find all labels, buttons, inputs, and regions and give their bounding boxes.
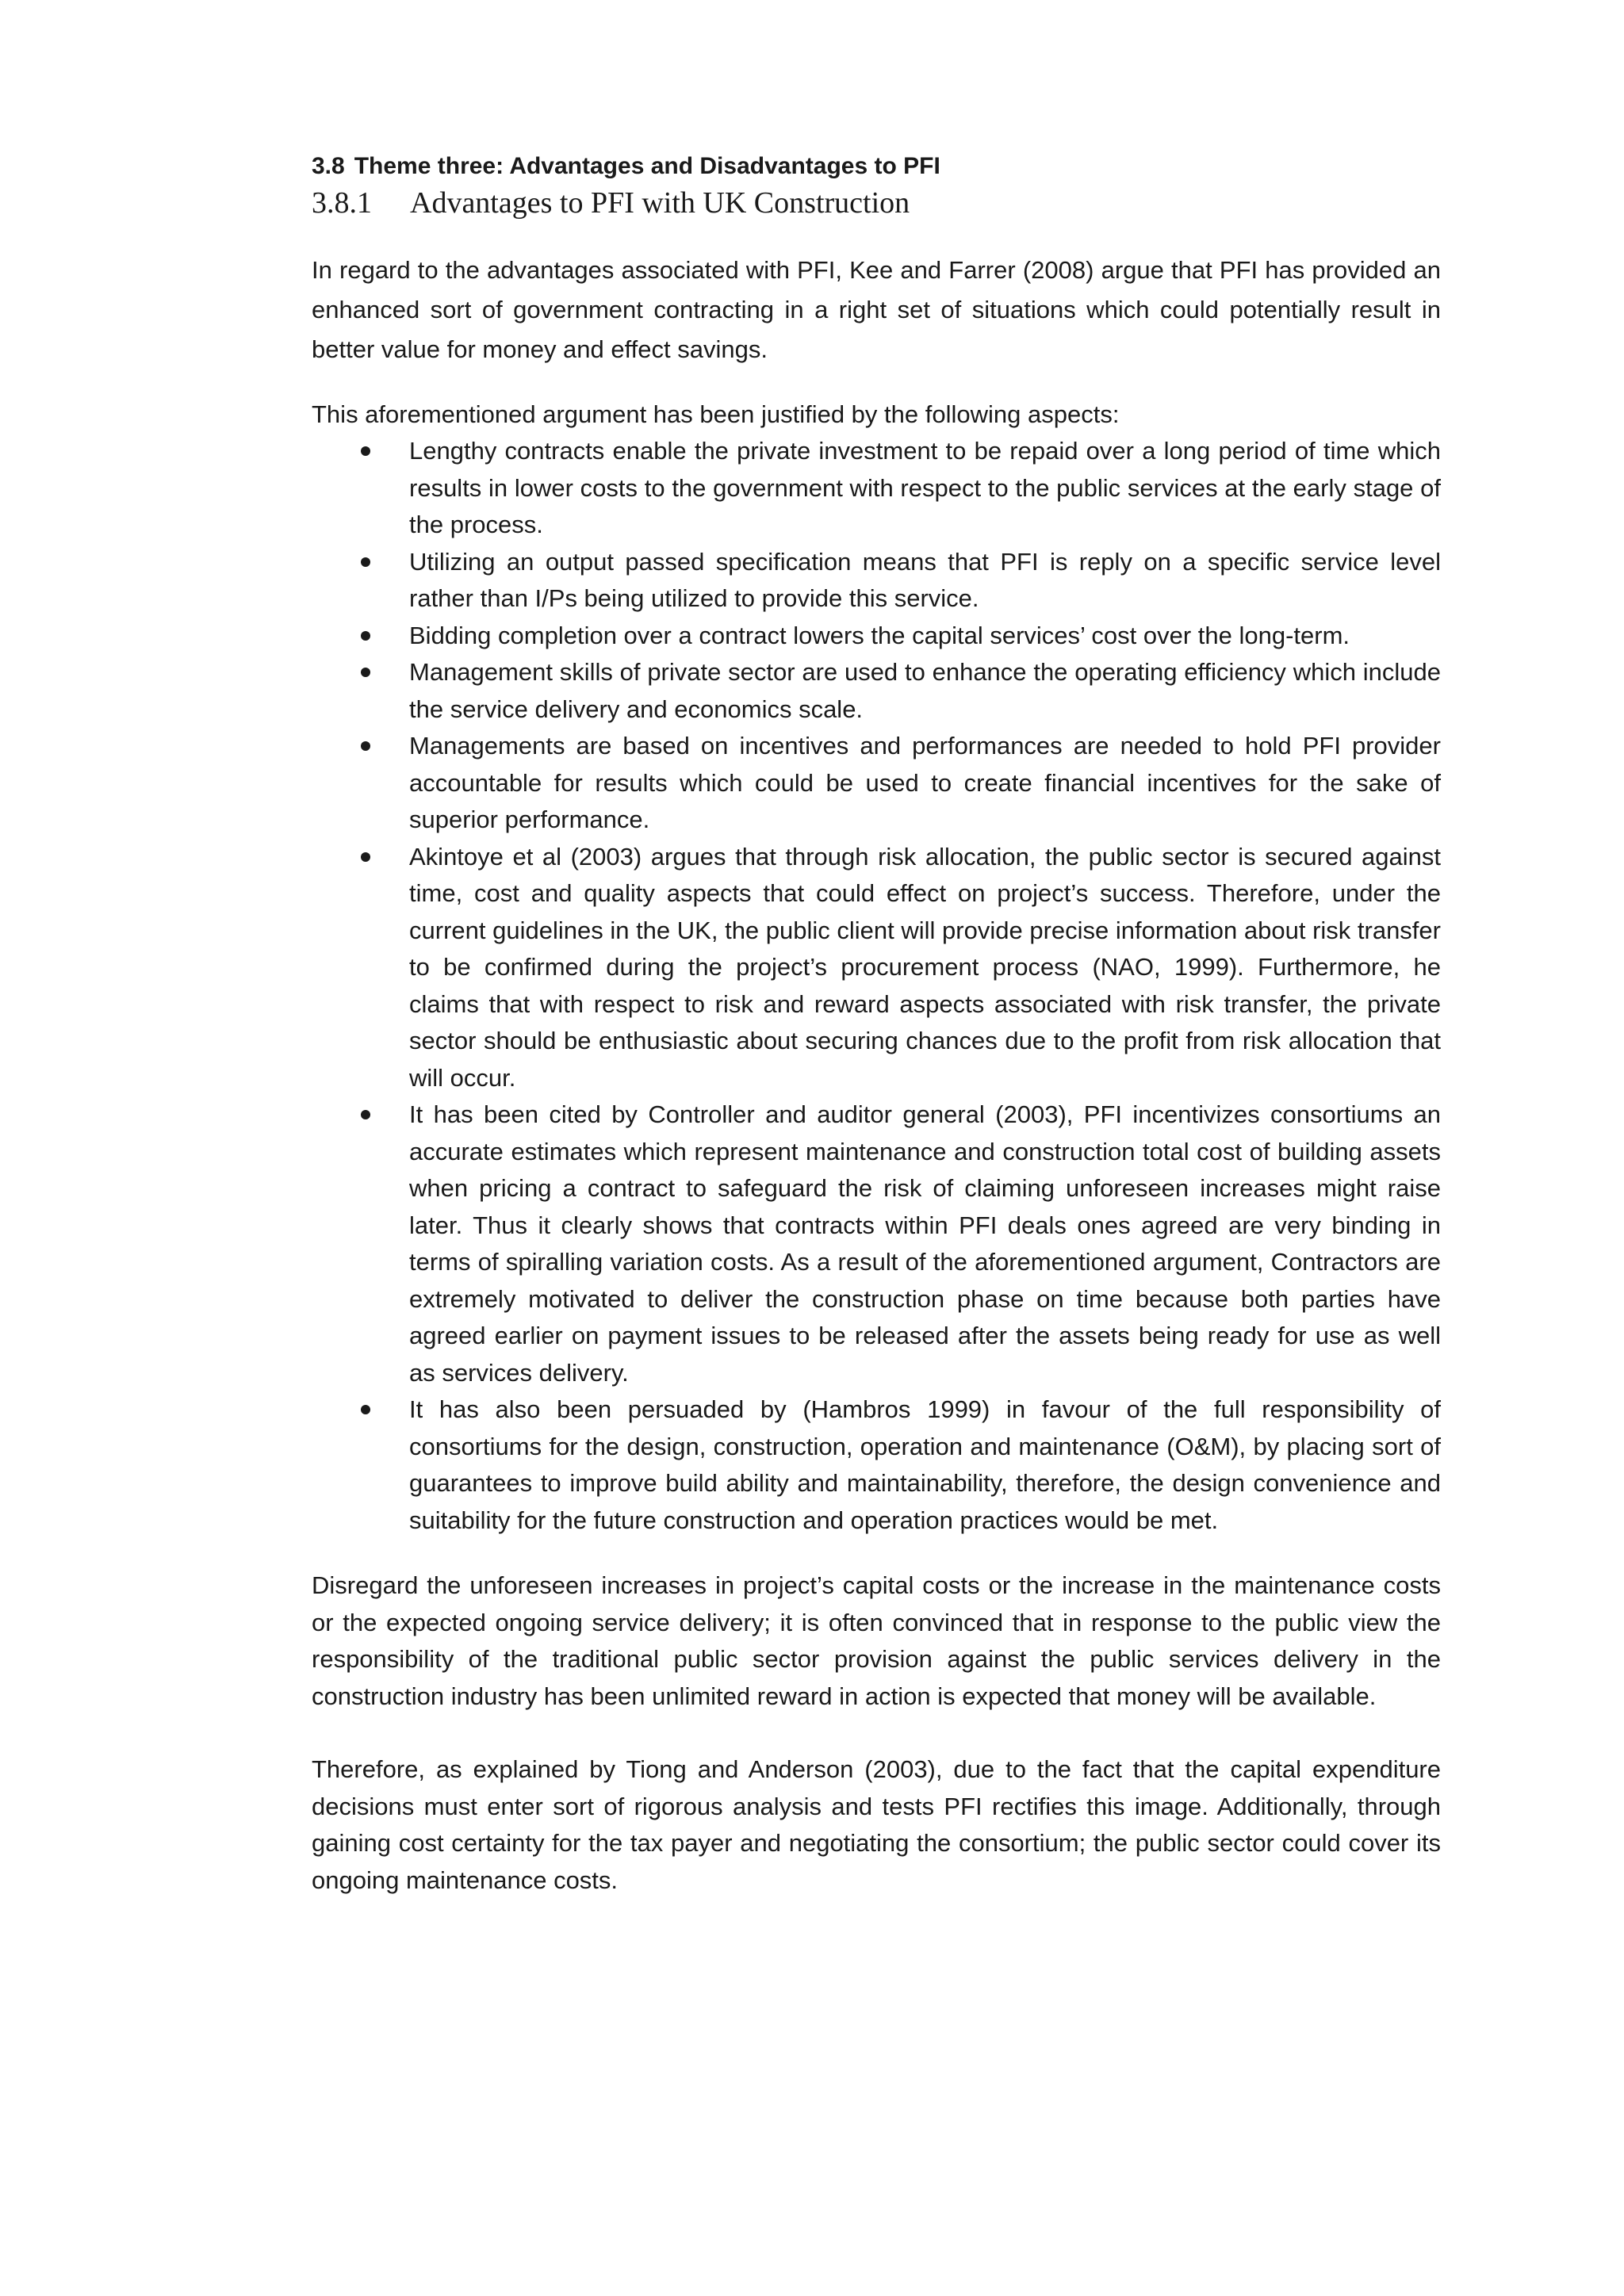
- bullet-icon: [361, 1110, 370, 1119]
- list-item-text: Utilizing an output passed specification means that PFI is reply on a specific service level rather than I/Ps being utilized to provide this service.: [409, 547, 1441, 612]
- list-item-text: Managements are based on incentives and performances are needed to hold PFI provider accountable for results which could be used to create financial incentives for the sake of superior performance.: [409, 732, 1441, 833]
- list-item-text: Lengthy contracts enable the private investment to be repaid over a long period of time which results in lower costs to the government with respect to the public services at the early stage of the process.: [409, 437, 1441, 538]
- list-item-text: Management skills of private sector are used to enhance the operating efficiency which include the service delivery and economics scale.: [409, 658, 1441, 723]
- list-item: [409, 618, 1441, 655]
- list-item: [409, 839, 1441, 1097]
- body-paragraph: Disregard the unforeseen increases in project’s capital costs or the increase in the maintenance costs or the expected ongoing service delivery; it is often convinced that in response to the public view the responsibility of the traditional public sector provision against the public services delivery in the construction industry has been unlimited reward in action is expected that money will be available.: [312, 1571, 1441, 1710]
- list-item-text: Akintoye et al (2003) argues that through risk allocation, the public sector is secured against time, cost and quality aspects that could effect on project’s success. Therefore, under the current guidelines in the UK, the public client will provide precise information about risk transfer to be confirmed during the project’s procurement process (NAO, 1999). Furthermore, he claims that with respect to risk and reward aspects associated with risk transfer, the private sector should be enthusiastic about securing chances due to the profit from risk allocation that will occur.: [409, 842, 1441, 1092]
- intro-paragraph: In regard to the advantages associated with PFI, Kee and Farrer (2008) argue that PFI has provided an enhanced sort of government contracting in a right set of situations which could potentially result in better value for money and effect savings.: [312, 256, 1441, 363]
- list-item: [409, 654, 1441, 728]
- subsection-number: 3.8.1: [312, 186, 372, 220]
- list-item: [409, 728, 1441, 839]
- list-item-text: It has also been persuaded by (Hambros 1999) in favour of the full responsibility of consortiums for the design, construction, operation and maintenance (O&M), by placing sort of guarantees to improve build ability and maintainability, therefore, the design convenience and suitability for the future construction and operation practices would be met.: [409, 1395, 1441, 1534]
- bullet-icon: [361, 668, 370, 677]
- bullet-icon: [361, 741, 370, 751]
- subsection-heading: [312, 184, 1441, 222]
- list-item-text: Bidding completion over a contract lowers the capital services’ cost over the long-term.: [409, 621, 1350, 649]
- list-item-text: It has been cited by Controller and auditor general (2003), PFI incentivizes consortiums an accurate estimates which represent maintenance and construction total cost of building assets when pricing a contract to safeguard the risk of claiming unforeseen increases might raise later. Thus it clearly shows that contracts within PFI deals ones agreed are very binding in terms of spiralling variation costs. As a result of the aforementioned argument, Contractors are extremely motivated to deliver the construction phase on time because both parties have agreed earlier on payment issues to be released after the assets being ready for use as well as services delivery.: [409, 1100, 1441, 1387]
- bullet-icon: [361, 557, 370, 567]
- body-paragraph: Therefore, as explained by Tiong and Anderson (2003), due to the fact that the capital expenditure decisions must enter sort of rigorous analysis and tests PFI rectifies this image. Additionally, through gaining cost certainty for the tax payer and negotiating the consortium; the public sector could cover its ongoing maintenance costs.: [312, 1755, 1441, 1894]
- section-heading: [312, 151, 1441, 182]
- section-title: Theme three: Advantages and Disadvantages to PFI: [354, 153, 940, 179]
- list-item: [409, 1096, 1441, 1391]
- bullet-icon: [361, 852, 370, 862]
- bullet-icon: [361, 1405, 370, 1414]
- list-item: [409, 433, 1441, 544]
- lead-paragraph: This aforementioned argument has been justified by the following aspects:: [312, 400, 1120, 428]
- list-item: [409, 1391, 1441, 1539]
- bullet-icon: [361, 631, 370, 641]
- subsection-title: Advantages to PFI with UK Construction: [410, 186, 910, 220]
- advantages-list: [312, 433, 1441, 1539]
- bullet-icon: [361, 446, 370, 456]
- section-number: 3.8: [312, 153, 345, 179]
- list-item: [409, 544, 1441, 618]
- page-content: [312, 151, 1441, 1899]
